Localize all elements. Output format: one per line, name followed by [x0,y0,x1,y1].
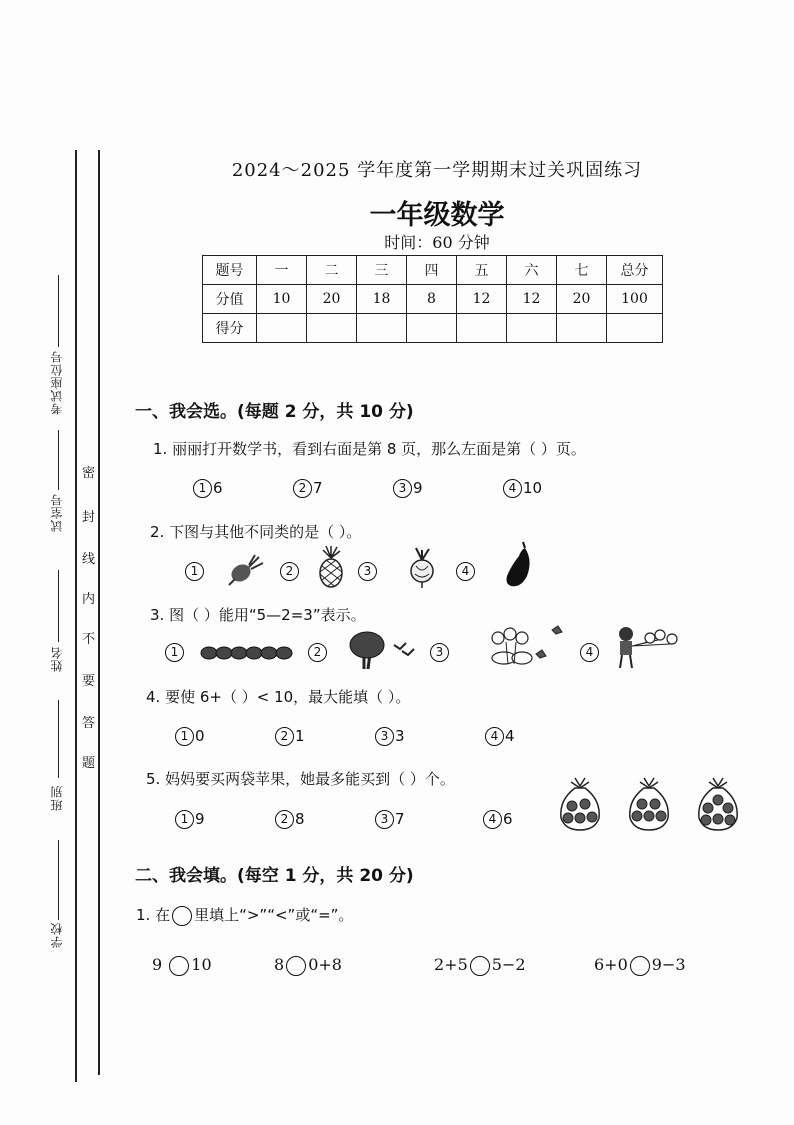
part1-title: 一、我会选。(每题 2 分，共 10 分) [135,402,414,422]
option-number: 4 [483,810,502,829]
points-cell: 20 [557,285,607,314]
class-blank [58,700,59,778]
option-number: 3 [375,727,394,746]
binding-line-inner [98,150,100,1075]
points-cell: 12 [507,285,557,314]
seal-char: 不 [82,632,96,647]
option-number: 1 [185,562,204,581]
answer-circle[interactable] [470,956,490,976]
q3-option-1[interactable] [165,643,185,662]
q5-option-2[interactable] [275,810,305,829]
instruction-prefix: 1. 在 [136,906,171,924]
answer-circle[interactable] [630,956,650,976]
score-cell[interactable] [507,314,557,343]
tree-birds-icon [346,631,418,671]
row-label: 得分 [203,314,257,343]
option-value: 7 [395,810,405,828]
option-number: 3 [358,562,377,581]
option-number: 3 [375,810,394,829]
q1-option-2[interactable] [293,479,323,498]
seal-char: 题 [82,756,96,771]
option-value: 1 [295,727,305,745]
comparison-item [274,955,342,976]
q1-text: 1. 丽丽打开数学书，看到右面是第 8 页，那么左面是第（ ）页。 [153,440,586,458]
answer-circle[interactable] [286,956,306,976]
option-number: 4 [503,479,522,498]
option-value: 7 [313,479,323,497]
q1-option-1[interactable] [193,479,223,498]
score-cell[interactable] [357,314,407,343]
option-number: 2 [308,643,327,662]
option-number: 2 [280,562,299,581]
score-cell[interactable] [557,314,607,343]
seat-number-blank [58,275,59,347]
exam-subtitle: 2024～2025 学年度第一学期期末过关巩固练习 [231,160,643,181]
option-value: 8 [295,810,305,828]
room-number-blank [58,430,59,490]
q3-option-4[interactable] [580,643,600,662]
points-cell: 8 [407,285,457,314]
q4-option-3[interactable] [375,727,405,746]
q2-option-4[interactable] [456,562,476,581]
beet-icon [406,548,438,588]
option-number: 4 [456,562,475,581]
q3-option-3[interactable] [430,643,450,662]
section-header: 总分 [607,256,663,285]
q3-text: 3. 图（ ）能用“5—2=3”表示。 [150,606,366,624]
comparison-right: 0+8 [308,955,342,974]
name-blank [58,570,59,642]
flowers-butterflies-icon [486,624,566,670]
class-label: 班别 [50,785,64,811]
q2-option-1[interactable] [185,562,205,581]
part2-title: 二、我会填。(每空 1 分，共 20 分) [135,866,414,886]
score-cell[interactable] [307,314,357,343]
section-header: 二 [307,256,357,285]
comparison-right: 5−2 [491,955,526,974]
seal-char: 线 [82,552,96,567]
apple-bag-icon [626,776,672,832]
points-cell: 18 [357,285,407,314]
q2-text: 2. 下图与其他不同类的是（ ）。 [150,523,362,541]
score-cell[interactable] [407,314,457,343]
comparison-left: 2+5 [434,955,468,974]
comparison-item [594,955,686,976]
option-number: 3 [393,479,412,498]
apple-bag-icon [695,776,741,832]
q4-option-1[interactable] [175,727,205,746]
option-number: 3 [430,643,449,662]
option-value: 9 [195,810,205,828]
instruction-suffix: 里填上“>”“<”或“=”。 [194,906,354,924]
option-value: 6 [503,810,513,828]
section-header: 七 [557,256,607,285]
q1-option-3[interactable] [393,479,423,498]
points-cell: 20 [307,285,357,314]
seat-number-label: 考试座位号 [50,350,64,415]
option-number: 4 [580,643,599,662]
section-header: 三 [357,256,407,285]
pineapple-icon [316,546,346,588]
seal-char: 答 [82,716,96,731]
q4-option-4[interactable] [485,727,515,746]
option-number: 1 [193,479,212,498]
school-label: 学校 [50,922,64,948]
section-header: 一 [257,256,307,285]
section-header: 四 [407,256,457,285]
answer-circle[interactable] [169,956,189,976]
option-number: 1 [165,643,184,662]
score-cell[interactable] [457,314,507,343]
option-value: 10 [523,479,543,497]
score-cell[interactable] [607,314,663,343]
q5-option-3[interactable] [375,810,405,829]
comparison-item [152,955,212,976]
option-value: 4 [505,727,515,745]
school-blank [58,840,59,920]
q2-option-3[interactable] [358,562,378,581]
exam-time: 时间：60 分钟 [384,233,490,252]
q5-option-1[interactable] [175,810,205,829]
eggplant-icon [503,540,533,590]
option-value: 6 [213,479,223,497]
boy-balloons-icon [614,626,686,670]
row-label: 题号 [203,256,257,285]
points-cell: 10 [257,285,307,314]
seal-char: 封 [82,510,96,525]
q4-text: 4. 要使 6+（ ）< 10，最大能填（ ）。 [146,688,411,706]
option-number: 2 [275,810,294,829]
option-number: 4 [485,727,504,746]
option-number: 1 [175,727,194,746]
points-cell: 12 [457,285,507,314]
option-number: 1 [175,810,194,829]
comparison-left: 6+0 [594,955,628,974]
room-number-label: 试室号 [50,493,64,532]
option-value: 0 [195,727,205,745]
seal-char: 内 [82,592,96,607]
binding-line-outer [75,150,77,1082]
seal-char: 要 [82,674,96,689]
option-value: 9 [413,479,423,497]
circle-placeholder-icon [172,906,192,926]
radish-icon [225,553,265,587]
row-label: 分值 [203,285,257,314]
points-cell: 100 [607,285,663,314]
comparison-left: 9 [152,955,163,974]
seal-char: 密 [82,466,96,481]
q5-text: 5. 妈妈要买两袋苹果，她最多能买到（ ）个。 [146,770,455,788]
apple-bag-icon [557,776,603,832]
score-table [202,255,663,343]
snails-icon [200,641,292,661]
table-row [203,314,663,343]
section-header: 五 [457,256,507,285]
q4-option-2[interactable] [275,727,305,746]
q3-option-2[interactable] [308,643,328,662]
table-row [203,256,663,285]
comparison-right: 9−3 [651,955,686,974]
comparison-right: 10 [191,955,212,974]
q2-option-2[interactable] [280,562,300,581]
option-number: 2 [293,479,312,498]
q1-option-4[interactable] [503,479,542,498]
score-cell[interactable] [257,314,307,343]
p2-q1-instruction [136,904,353,926]
option-number: 2 [275,727,294,746]
q5-option-4[interactable] [483,810,513,829]
exam-title: 一年级数学 [369,200,505,231]
comparison-item [434,955,526,976]
name-label: 姓名 [50,646,64,672]
table-row [203,285,663,314]
option-value: 3 [395,727,405,745]
comparison-left: 8 [274,955,285,974]
section-header: 六 [507,256,557,285]
